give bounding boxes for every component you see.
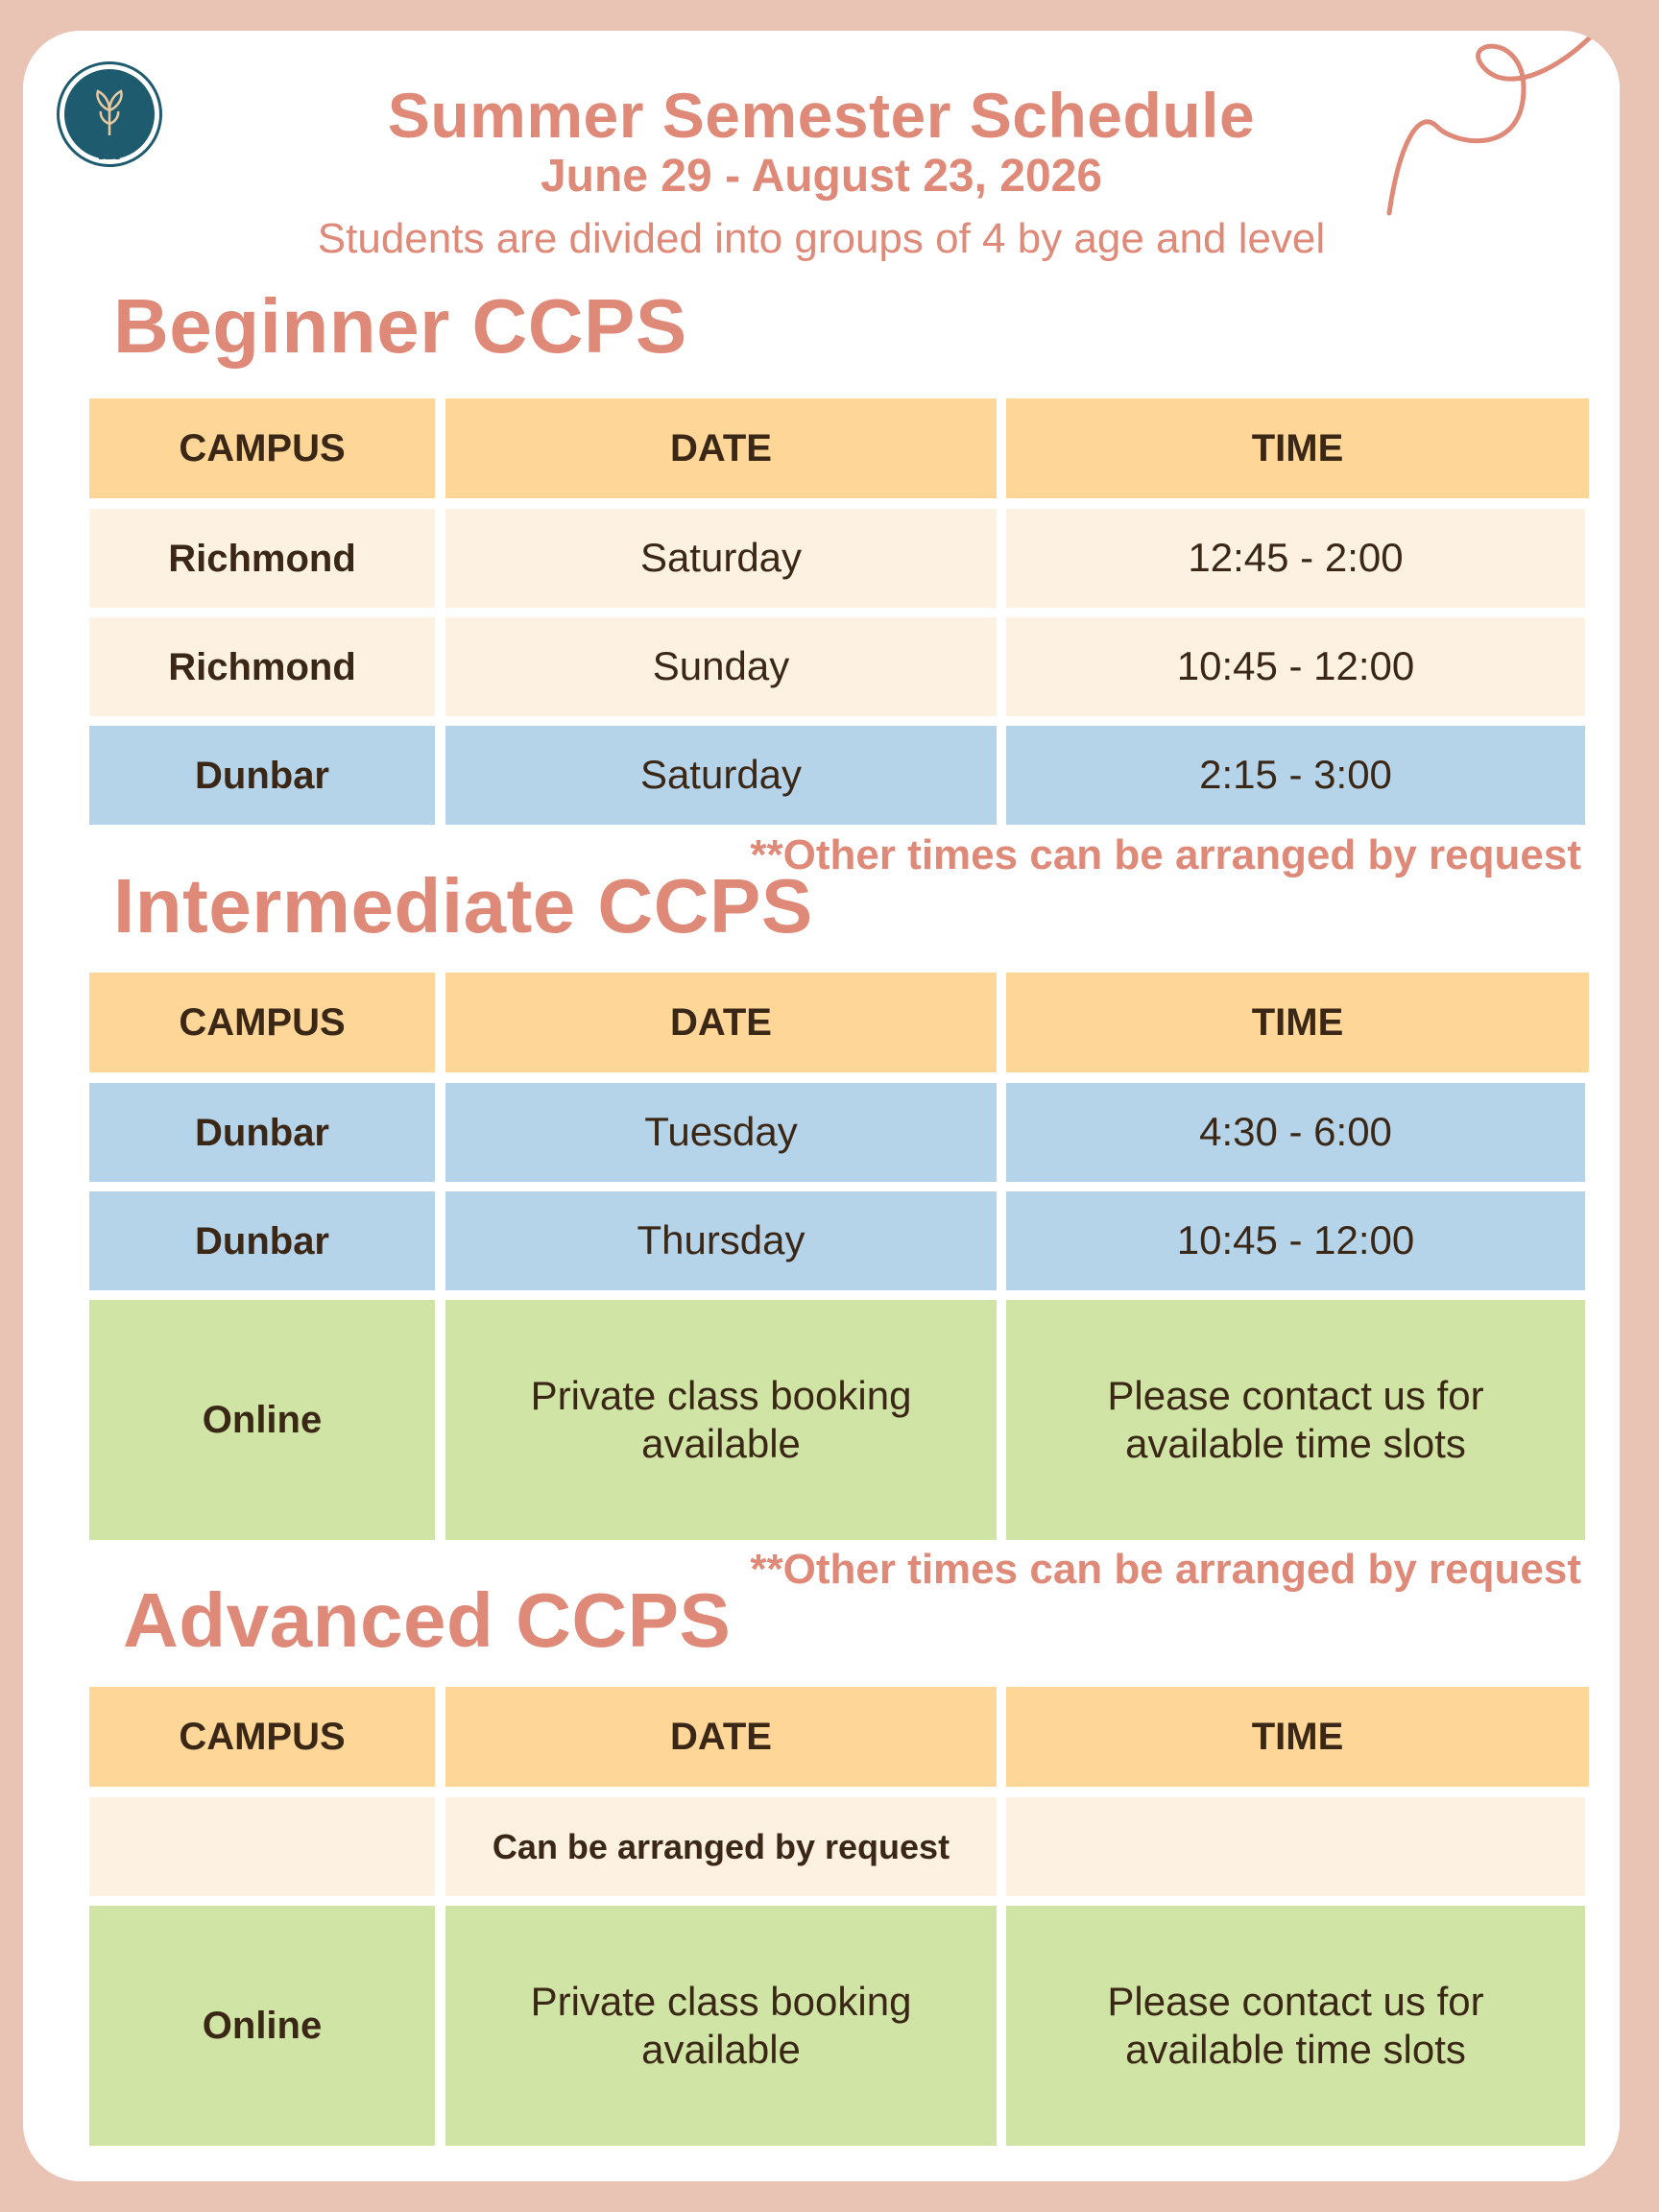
column-header-campus: CAMPUS <box>89 1687 435 1787</box>
column-header-date: DATE <box>445 973 997 1072</box>
table-cell-date: Can be arranged by request <box>445 1797 997 1896</box>
column-header-time: TIME <box>1006 973 1589 1072</box>
table-cell-time: Please contact us for available time slots <box>1006 1300 1585 1540</box>
logo-text: LWL <box>98 153 121 162</box>
table-cell-time: 10:45 - 12:00 <box>1006 1191 1585 1290</box>
table-cell-date: Private class booking available <box>445 1300 997 1540</box>
table-cell-time <box>1006 1797 1585 1896</box>
table-cell-date: Saturday <box>445 509 997 608</box>
subtitle: Students are divided into groups of 4 by age and level <box>317 215 1326 262</box>
section-title-intermediate: Intermediate CCPS <box>113 863 813 949</box>
note-other-times: **Other times can be arranged by request <box>750 1546 1581 1593</box>
table-cell-time: 10:45 - 12:00 <box>1006 617 1585 716</box>
table-cell-campus: Dunbar <box>89 1083 435 1182</box>
section-title-advanced: Advanced CCPS <box>123 1577 732 1663</box>
column-header-time: TIME <box>1006 398 1589 498</box>
column-header-campus: CAMPUS <box>89 973 435 1072</box>
column-header-campus: CAMPUS <box>89 398 435 498</box>
table-cell-date: Saturday <box>445 726 997 825</box>
table-cell-campus: Online <box>89 1300 435 1540</box>
table-cell-campus: Richmond <box>89 617 435 716</box>
table-cell-date: Tuesday <box>445 1083 997 1182</box>
table-cell-time: 4:30 - 6:00 <box>1006 1083 1585 1182</box>
table-cell-date: Thursday <box>445 1191 997 1290</box>
table-cell-campus: Richmond <box>89 509 435 608</box>
column-header-date: DATE <box>445 398 997 498</box>
table-cell-campus: Dunbar <box>89 726 435 825</box>
column-header-time: TIME <box>1006 1687 1589 1787</box>
table-cell-campus <box>89 1797 435 1896</box>
table-cell-campus: Online <box>89 1906 435 2146</box>
schedule-card <box>23 31 1620 2181</box>
note-other-times: **Other times can be arranged by request <box>750 831 1581 878</box>
table-cell-time: 2:15 - 3:00 <box>1006 726 1585 825</box>
date-range: June 29 - August 23, 2026 <box>540 151 1103 202</box>
table-cell-time: Please contact us for available time slots <box>1006 1906 1585 2146</box>
table-cell-campus: Dunbar <box>89 1191 435 1290</box>
table-cell-date: Private class booking available <box>445 1906 997 2146</box>
column-header-date: DATE <box>445 1687 997 1787</box>
page-title: Summer Semester Schedule <box>387 80 1256 151</box>
table-cell-date: Sunday <box>445 617 997 716</box>
section-title-beginner: Beginner CCPS <box>113 283 687 369</box>
table-cell-time: 12:45 - 2:00 <box>1006 509 1585 608</box>
